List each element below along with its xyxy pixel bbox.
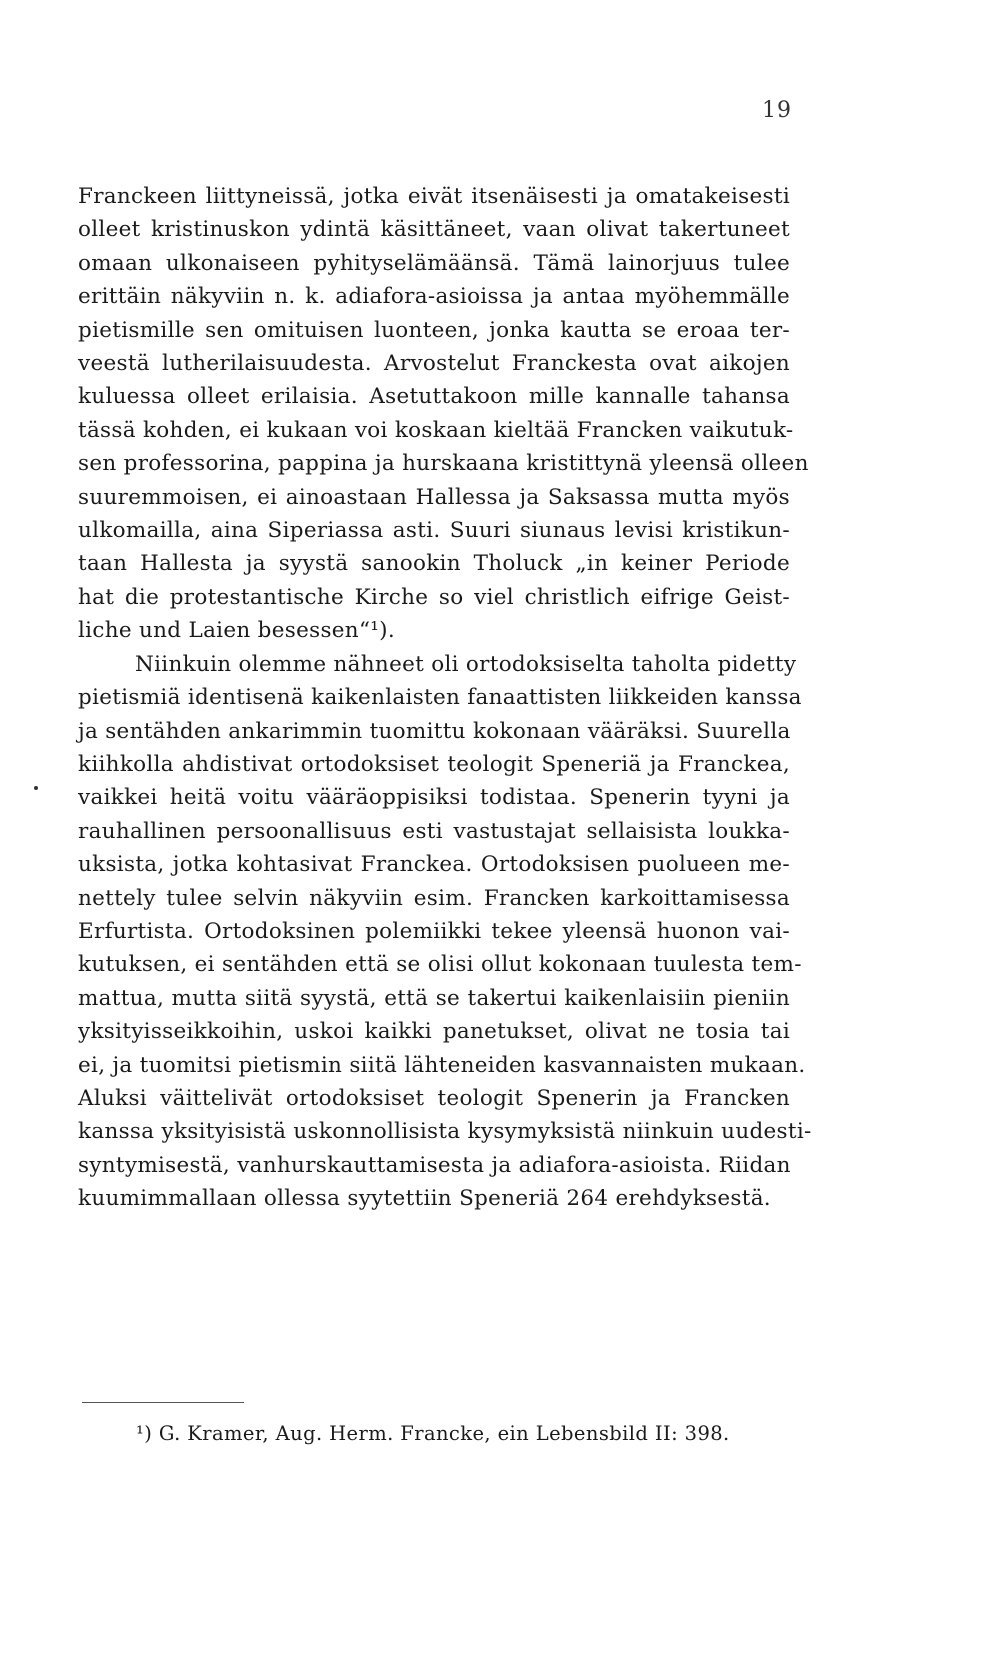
margin-mark xyxy=(34,786,38,790)
text-line: kutuksen, ei sentähden että se olisi ollut kokonaan tuulesta tem- xyxy=(78,952,802,978)
text-line: kanssa yksityisistä uskonnollisista kysymyksistä niinkuin uudesti- xyxy=(78,1119,812,1145)
text-line: ulkomailla, aina Siperiassa asti. Suuri siunaus levisi kristikun- xyxy=(78,518,790,544)
text-line: nettely tulee selvin näkyviin esim. Francken karkoittamisessa xyxy=(78,885,790,911)
text-line: mattua, mutta siitä syystä, että se takertui kaikenlaisiin pieniin xyxy=(78,985,790,1011)
paragraph-1 xyxy=(78,180,809,648)
text-line: olleet kristinuskon ydintä käsittäneet, vaan olivat takertuneet xyxy=(78,217,790,243)
text-line: sen professorina, pappina ja hurskaana kristittynä yleensä olleen xyxy=(78,451,809,477)
text-line: erittäin näkyviin n. k. adiafora-asioissa ja antaa myöhemmälle xyxy=(78,284,790,310)
text-line: kuluessa olleet erilaisia. Asetuttakoon mille kannalle tahansa xyxy=(78,384,790,410)
text-line: yksityisseikkoihin, uskoi kaikki panetukset, olivat ne tosia tai xyxy=(78,1019,790,1045)
text-line: Aluksi väittelivät ortodoksiset teologit Spenerin ja Francken xyxy=(78,1085,790,1111)
text-line: pietismiä identisenä kaikenlaisten fanaattisten liikkeiden kanssa xyxy=(78,685,802,711)
footnote: ¹) G. Kramer, Aug. Herm. Francke, ein Lebensbild II: 398. xyxy=(136,1422,730,1445)
text-line: suuremmoisen, ei ainoastaan Hallessa ja Saksassa mutta myös xyxy=(78,484,790,510)
text-line: ja sentähden ankarimmin tuomittu kokonaan vääräksi. Suurella xyxy=(78,718,791,744)
text-line: syntymisestä, vanhurskauttamisesta ja adiafora-asioista. Riidan xyxy=(78,1152,791,1178)
text-line: uksista, jotka kohtasivat Franckea. Ortodoksisen puolueen me- xyxy=(78,852,790,878)
page-number: 19 xyxy=(762,98,792,123)
text-line: Erfurtista. Ortodoksinen polemiikki tekee yleensä huonon vai- xyxy=(78,918,790,944)
text-line: veestä lutherilaisuudesta. Arvostelut Franckesta ovat aikojen xyxy=(78,351,790,377)
text-line: Franckeen liittyneissä, jotka eivät itsenäisesti ja omatakeisesti xyxy=(78,184,790,209)
text-line: liche und Laien besessen“¹). xyxy=(78,618,395,644)
text-line: kuumimmallaan ollessa syytettiin Speneriä 264 erehdyksestä. xyxy=(78,1186,771,1212)
body-text xyxy=(78,180,812,1216)
text-line: rauhallinen persoonallisuus esti vastustajat sellaisista loukka- xyxy=(78,818,790,844)
text-line: vaikkei heitä voitu vääräoppisiksi todistaa. Spenerin tyyni ja xyxy=(78,785,790,811)
text-line: taan Hallesta ja syystä sanookin Tholuck „in keiner Periode xyxy=(78,551,790,577)
text-line: ei, ja tuomitsi pietismin siitä lähteneiden kasvannaisten mukaan. xyxy=(78,1052,806,1078)
text-line: pietismille sen omituisen luonteen, jonka kautta se eroaa ter- xyxy=(78,317,790,343)
text-line: kiihkolla ahdistivat ortodoksiset teologit Speneriä ja Franckea, xyxy=(78,751,790,777)
text-line: tässä kohden, ei kukaan voi koskaan kieltää Francken vaikutuk- xyxy=(78,417,794,443)
text-line: omaan ulkonaiseen pyhityselämäänsä. Tämä lainorjuus tulee xyxy=(78,250,790,276)
paragraph-2 xyxy=(78,648,812,1216)
text-line: Niinkuin olemme nähneet oli ortodoksiselta taholta pidetty xyxy=(135,651,797,677)
text-line: hat die protestantische Kirche so viel christlich eifrige Geist- xyxy=(78,584,790,610)
footnote-divider xyxy=(82,1402,244,1403)
